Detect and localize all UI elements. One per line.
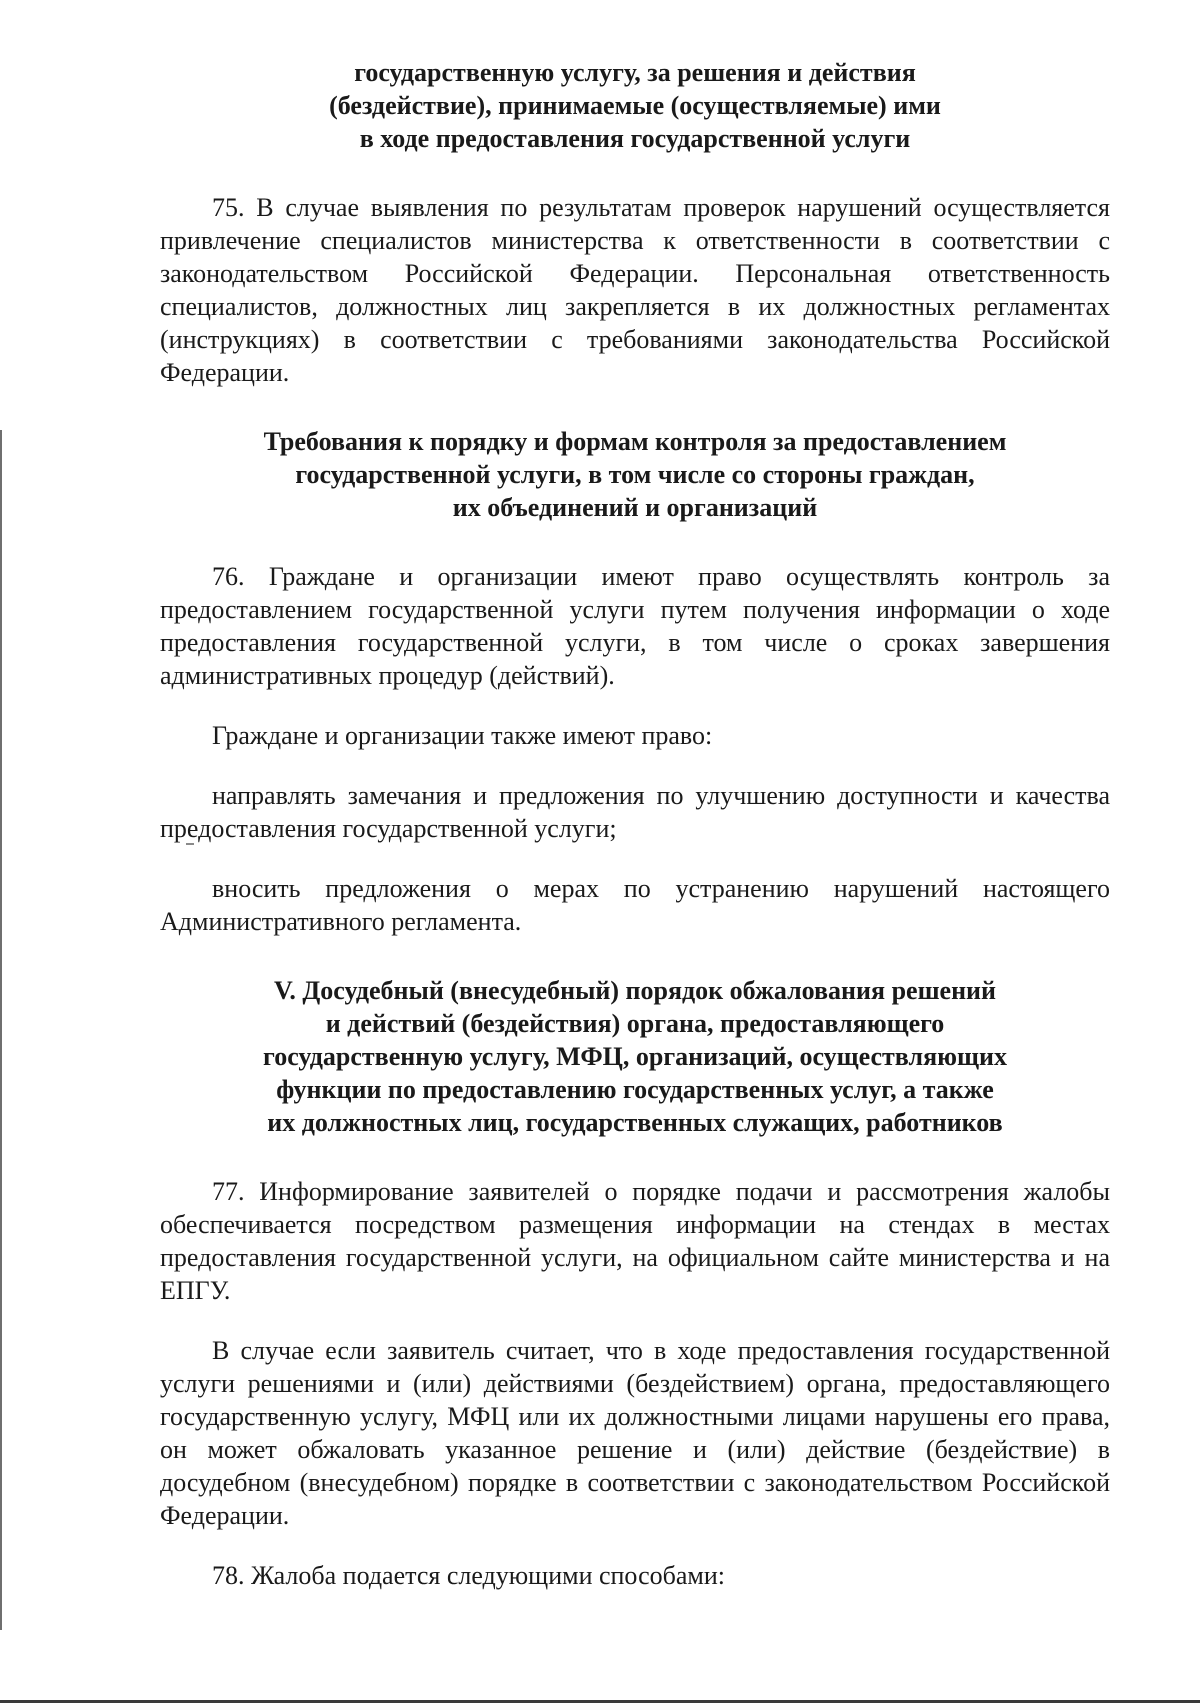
paragraph-77-case: В случае если заявитель считает, что в ходе предоставления государственной услуги решениями и (или) действиями (бездействием) органа, предоставляющего государственную услугу, МФЦ или их должностными лицами нарушены его права, он может обжаловать указанное решение и (или) действие (бездействие) в досудебном (внесудебном) порядке в соответствии с законодательством Российской Федерации. xyxy=(160,1336,1110,1530)
document-body xyxy=(160,56,1110,1592)
paragraph-78: 78. Жалоба подается следующими способами: xyxy=(212,1561,725,1590)
scan-left-edge xyxy=(0,430,2,1630)
heading-line: их объединений и организаций xyxy=(452,493,818,522)
heading-section-v xyxy=(160,974,1110,1139)
paragraph-76: 76. Граждане и организации имеют право осуществлять контроль за предоставлением государственной услуги путем получения информации о ходе предоставления государственной услуги, в том числе о сроках завершения административных процедур (действий). xyxy=(160,562,1110,690)
heading-complaints-continuation xyxy=(160,56,1110,155)
scan-bottom-edge xyxy=(0,1700,1200,1703)
heading-line: (бездействие), принимаемые (осуществляемые) ими xyxy=(329,91,941,120)
heading-line: Требования к порядку и формам контроля за предоставлением xyxy=(263,427,1007,456)
heading-line: государственной услуги, в том числе со стороны граждан, xyxy=(295,460,975,489)
heading-line: государственную услугу, за решения и действия xyxy=(354,58,916,87)
paragraph-75: 75. В случае выявления по результатам проверок нарушений осуществляется привлечение специалистов министерства к ответственности в соответствии с законодательством Российской Федерации. Персональная ответственность специалистов, должностных лиц закрепляется в их должностных регламентах (инструкциях) в соответствии с требованиями законодательства Российской Федерации. xyxy=(160,193,1110,387)
paragraph-76-rights: Граждане и организации также имеют право: xyxy=(212,721,713,750)
heading-line: функции по предоставлению государственных услуг, а также xyxy=(276,1075,994,1104)
heading-line: и действий (бездействия) органа, предоставляющего xyxy=(325,1009,945,1038)
paragraph-76-item-2: вносить предложения о мерах по устранению нарушений настоящего Административного регламента. xyxy=(160,874,1110,936)
heading-line: их должностных лиц, государственных служащих, работников xyxy=(267,1108,1003,1137)
heading-line: V. Досудебный (внесудебный) порядок обжалования решений xyxy=(273,976,997,1005)
heading-line: государственную услугу, МФЦ, организаций, осуществляющих xyxy=(263,1042,1007,1071)
paragraph-77: 77. Информирование заявителей о порядке подачи и рассмотрения жалобы обеспечивается посредством размещения информации на стендах в местах предоставления государственной услуги, на официальном сайте министерства и на ЕПГУ. xyxy=(160,1177,1110,1305)
heading-line: в ходе предоставления государственной услуги xyxy=(359,124,911,153)
heading-control-requirements xyxy=(160,425,1110,524)
paragraph-76-item-1: направлять замечания и предложения по улучшению доступности и качества предоставления государственной услуги; xyxy=(160,781,1110,843)
